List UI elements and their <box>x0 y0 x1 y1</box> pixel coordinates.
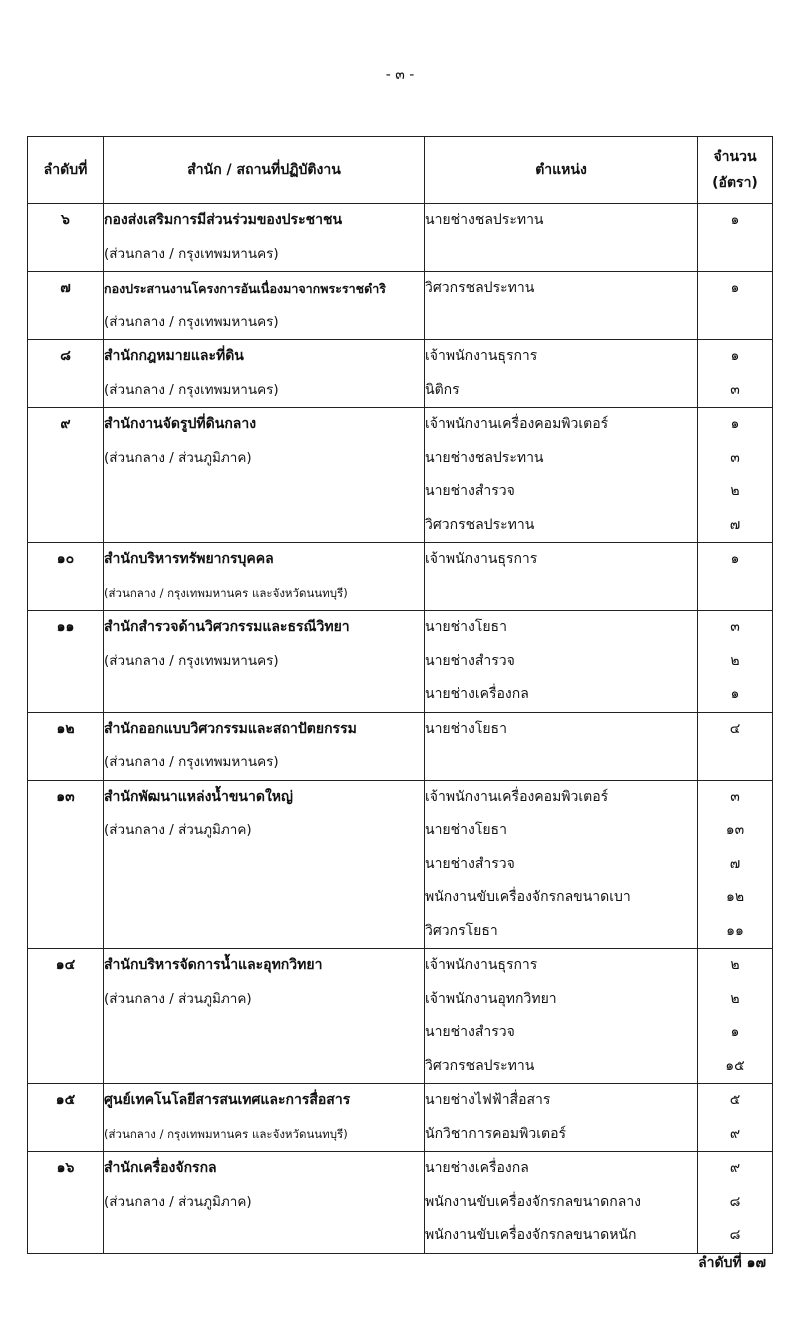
position-count: ๑ <box>730 348 740 364</box>
office-cell <box>104 543 425 611</box>
office-location: (ส่วนกลาง / กรุงเทพมหานคร) <box>104 754 279 770</box>
header-office: สำนัก / สถานที่ปฏิบัติงาน <box>104 137 425 204</box>
position-count: ๒ <box>730 990 740 1007</box>
position-title: นายช่างโยธา <box>425 822 507 838</box>
table-row <box>28 949 773 1084</box>
row-number-text: ๑๒ <box>56 720 75 737</box>
office-name: สำนักบริหารทรัพยากรบุคคล <box>104 551 274 567</box>
position-count: ๒ <box>730 652 740 669</box>
office-cell <box>104 712 425 780</box>
row-number-text: ๑๖ <box>56 1160 75 1176</box>
header-no: ลำดับที่ <box>28 137 104 204</box>
office-location: (ส่วนกลาง / กรุงเทพมหานคร) <box>104 652 279 669</box>
position-cell <box>425 204 698 272</box>
position-count: ๑ <box>730 212 740 228</box>
position-title: เจ้าพนักงานธุรการ <box>425 957 538 973</box>
position-cell <box>425 712 698 780</box>
position-cell <box>425 780 698 949</box>
row-number <box>28 1152 104 1254</box>
row-number <box>28 340 104 408</box>
position-count: ๙ <box>729 1125 741 1142</box>
table-header-row <box>28 137 773 204</box>
position-title: นักวิชาการคอมพิวเตอร์ <box>425 1125 567 1142</box>
position-title: เจ้าพนักงานเครื่องคอมพิวเตอร์ <box>425 788 609 805</box>
row-number <box>28 949 104 1084</box>
office-name: สำนักกฎหมายและที่ดิน <box>104 348 244 364</box>
empty-line <box>425 577 697 611</box>
position-count: ๗ <box>729 516 741 533</box>
table-row <box>28 712 773 780</box>
office-location: (ส่วนกลาง / กรุงเทพมหานคร และจังหวัดนนทบุรี) <box>104 1126 348 1141</box>
office-location: (ส่วนกลาง / กรุงเทพมหานคร) <box>104 381 279 398</box>
row-number <box>28 543 104 611</box>
empty-line <box>698 577 772 611</box>
table-row <box>28 1084 773 1152</box>
empty-line <box>425 306 697 340</box>
office-name: ศูนย์เทคโนโลยีสารสนเทศและการสื่อสาร <box>104 1092 351 1108</box>
position-count: ๑ <box>730 551 740 567</box>
position-title: นายช่างเครื่องกล <box>425 1160 529 1176</box>
office-location: (ส่วนกลาง / กรุงเทพมหานคร) <box>104 245 279 262</box>
positions-table <box>27 136 773 1254</box>
table-row <box>28 204 773 272</box>
office-name: สำนักสำรวจด้านวิศวกรรมและธรณีวิทยา <box>104 619 350 635</box>
office-name: กองส่งเสริมการมีส่วนร่วมของประชาชน <box>104 212 343 228</box>
position-count: ๑๓ <box>725 822 745 838</box>
position-cell <box>425 340 698 408</box>
row-number-text: ๗ <box>60 280 71 296</box>
count-cell <box>698 1152 773 1254</box>
count-cell <box>698 340 773 408</box>
position-count: ๕ <box>729 1092 741 1108</box>
position-count: ๑ <box>730 280 740 296</box>
header-position: ตำแหน่ง <box>425 137 698 204</box>
office-cell <box>104 340 425 408</box>
position-title: นายช่างสำรวจ <box>425 1024 515 1040</box>
row-number <box>28 408 104 543</box>
empty-line <box>698 238 772 272</box>
row-number <box>28 204 104 272</box>
office-cell <box>104 780 425 949</box>
position-count: ๙ <box>729 1160 741 1176</box>
office-name: สำนักงานจัดรูปที่ดินกลาง <box>104 416 257 432</box>
office-location: (ส่วนกลาง / ส่วนภูมิภาค) <box>104 990 252 1007</box>
office-cell <box>104 1084 425 1152</box>
position-title: นายช่างชลประทาน <box>425 212 544 228</box>
row-number-text: ๖ <box>61 212 70 228</box>
office-location: (ส่วนกลาง / ส่วนภูมิภาค) <box>104 1193 252 1210</box>
office-name: สำนักพัฒนาแหล่งน้ำขนาดใหญ่ <box>104 788 293 805</box>
row-number-text: ๙ <box>60 416 71 432</box>
table-row <box>28 611 773 713</box>
office-cell <box>104 272 425 340</box>
count-cell <box>698 204 773 272</box>
position-count: ๑๑ <box>726 922 744 939</box>
office-cell <box>104 949 425 1084</box>
position-count: ๑๕ <box>725 1057 745 1074</box>
position-title: นิติกร <box>425 381 460 398</box>
row-number-text: ๑๔ <box>55 957 76 973</box>
table-row <box>28 543 773 611</box>
office-location: (ส่วนกลาง / ส่วนภูมิภาค) <box>104 449 252 466</box>
count-cell <box>698 949 773 1084</box>
row-number-text: ๑๕ <box>55 1092 76 1108</box>
count-cell <box>698 1084 773 1152</box>
row-number <box>28 1084 104 1152</box>
position-title: วิศวกรโยธา <box>425 922 498 939</box>
position-cell <box>425 408 698 543</box>
position-cell <box>425 611 698 713</box>
empty-line <box>698 746 772 780</box>
next-item-note: ลำดับที่ ๑๗ <box>698 1255 766 1271</box>
office-name: กองประสานงานโครงการอันเนื่องมาจากพระราชดำริ <box>104 281 386 296</box>
office-location: (ส่วนกลาง / กรุงเทพมหานคร และจังหวัดนนทบุรี) <box>104 585 348 600</box>
position-title: นายช่างชลประทาน <box>425 449 544 466</box>
office-cell <box>104 204 425 272</box>
position-count: ๘ <box>729 1227 741 1243</box>
row-number-text: ๘ <box>60 348 71 364</box>
empty-line <box>425 746 697 780</box>
row-number <box>28 272 104 340</box>
position-count: ๑ <box>730 416 740 432</box>
position-title: เจ้าพนักงานอุทกวิทยา <box>425 990 557 1007</box>
position-count: ๓ <box>730 381 740 398</box>
position-title: นายช่างสำรวจ <box>425 652 515 669</box>
position-title: เจ้าพนักงานธุรการ <box>425 348 538 364</box>
position-count: ๓ <box>730 619 740 635</box>
count-cell <box>698 543 773 611</box>
table-row <box>28 408 773 543</box>
position-title: นายช่างไฟฟ้าสื่อสาร <box>425 1092 551 1108</box>
position-title: นายช่างโยธา <box>425 619 507 635</box>
position-cell <box>425 1084 698 1152</box>
count-cell <box>698 408 773 543</box>
position-title: นายช่างโยธา <box>425 720 507 737</box>
office-name: สำนักเครื่องจักรกล <box>104 1160 217 1176</box>
office-cell <box>104 1152 425 1254</box>
header-count <box>698 137 773 204</box>
position-title: นายช่างเครื่องกล <box>425 686 529 702</box>
position-count: ๑ <box>730 686 740 702</box>
row-number <box>28 712 104 780</box>
position-title: พนักงานขับเครื่องจักรกลขนาดกลาง <box>425 1193 642 1210</box>
page-number: - ๓ - <box>385 67 415 83</box>
office-location: (ส่วนกลาง / ส่วนภูมิภาค) <box>104 822 252 838</box>
position-title: เจ้าพนักงานเครื่องคอมพิวเตอร์ <box>425 416 609 432</box>
position-cell <box>425 543 698 611</box>
count-cell <box>698 712 773 780</box>
position-count: ๑ <box>730 1024 740 1040</box>
office-cell <box>104 408 425 543</box>
position-count: ๘ <box>729 1193 741 1210</box>
position-title: เจ้าพนักงานธุรการ <box>425 551 538 567</box>
office-name: สำนักบริหารจัดการน้ำและอุทกวิทยา <box>104 957 323 973</box>
table-row <box>28 340 773 408</box>
position-cell <box>425 949 698 1084</box>
position-count: ๔ <box>729 720 741 737</box>
position-title: พนักงานขับเครื่องจักรกลขนาดหนัก <box>425 1227 637 1243</box>
position-title: วิศวกรชลประทาน <box>425 516 535 533</box>
count-cell <box>698 272 773 340</box>
table-row <box>28 780 773 949</box>
position-title: วิศวกรชลประทาน <box>425 1057 535 1074</box>
table-row <box>28 1152 773 1254</box>
position-title: พนักงานขับเครื่องจักรกลขนาดเบา <box>425 889 631 905</box>
position-count: ๒ <box>730 483 740 499</box>
position-cell <box>425 1152 698 1254</box>
header-count-line1: จำนวน <box>713 149 757 165</box>
header-count-line2: (อัตรา) <box>712 175 758 191</box>
row-number-text: ๑๐ <box>56 551 75 567</box>
office-cell <box>104 611 425 713</box>
office-location: (ส่วนกลาง / กรุงเทพมหานคร) <box>104 313 279 330</box>
position-title: วิศวกรชลประทาน <box>425 280 535 296</box>
count-cell <box>698 780 773 949</box>
position-cell <box>425 272 698 340</box>
position-count: ๒ <box>730 957 740 973</box>
position-count: ๓ <box>730 788 740 805</box>
position-count: ๓ <box>730 449 740 466</box>
office-name: สำนักออกแบบวิศวกรรมและสถาปัตยกรรม <box>104 720 357 737</box>
row-number-text: ๑๑ <box>56 619 75 635</box>
position-title: นายช่างสำรวจ <box>425 855 515 872</box>
position-count: ๑๒ <box>725 889 745 905</box>
row-number <box>28 780 104 949</box>
row-number <box>28 611 104 713</box>
position-count: ๗ <box>729 855 741 872</box>
row-number-text: ๑๓ <box>56 788 75 805</box>
empty-line <box>425 238 697 272</box>
count-cell <box>698 611 773 713</box>
empty-line <box>698 306 772 340</box>
table-row <box>28 272 773 340</box>
position-title: นายช่างสำรวจ <box>425 483 515 499</box>
